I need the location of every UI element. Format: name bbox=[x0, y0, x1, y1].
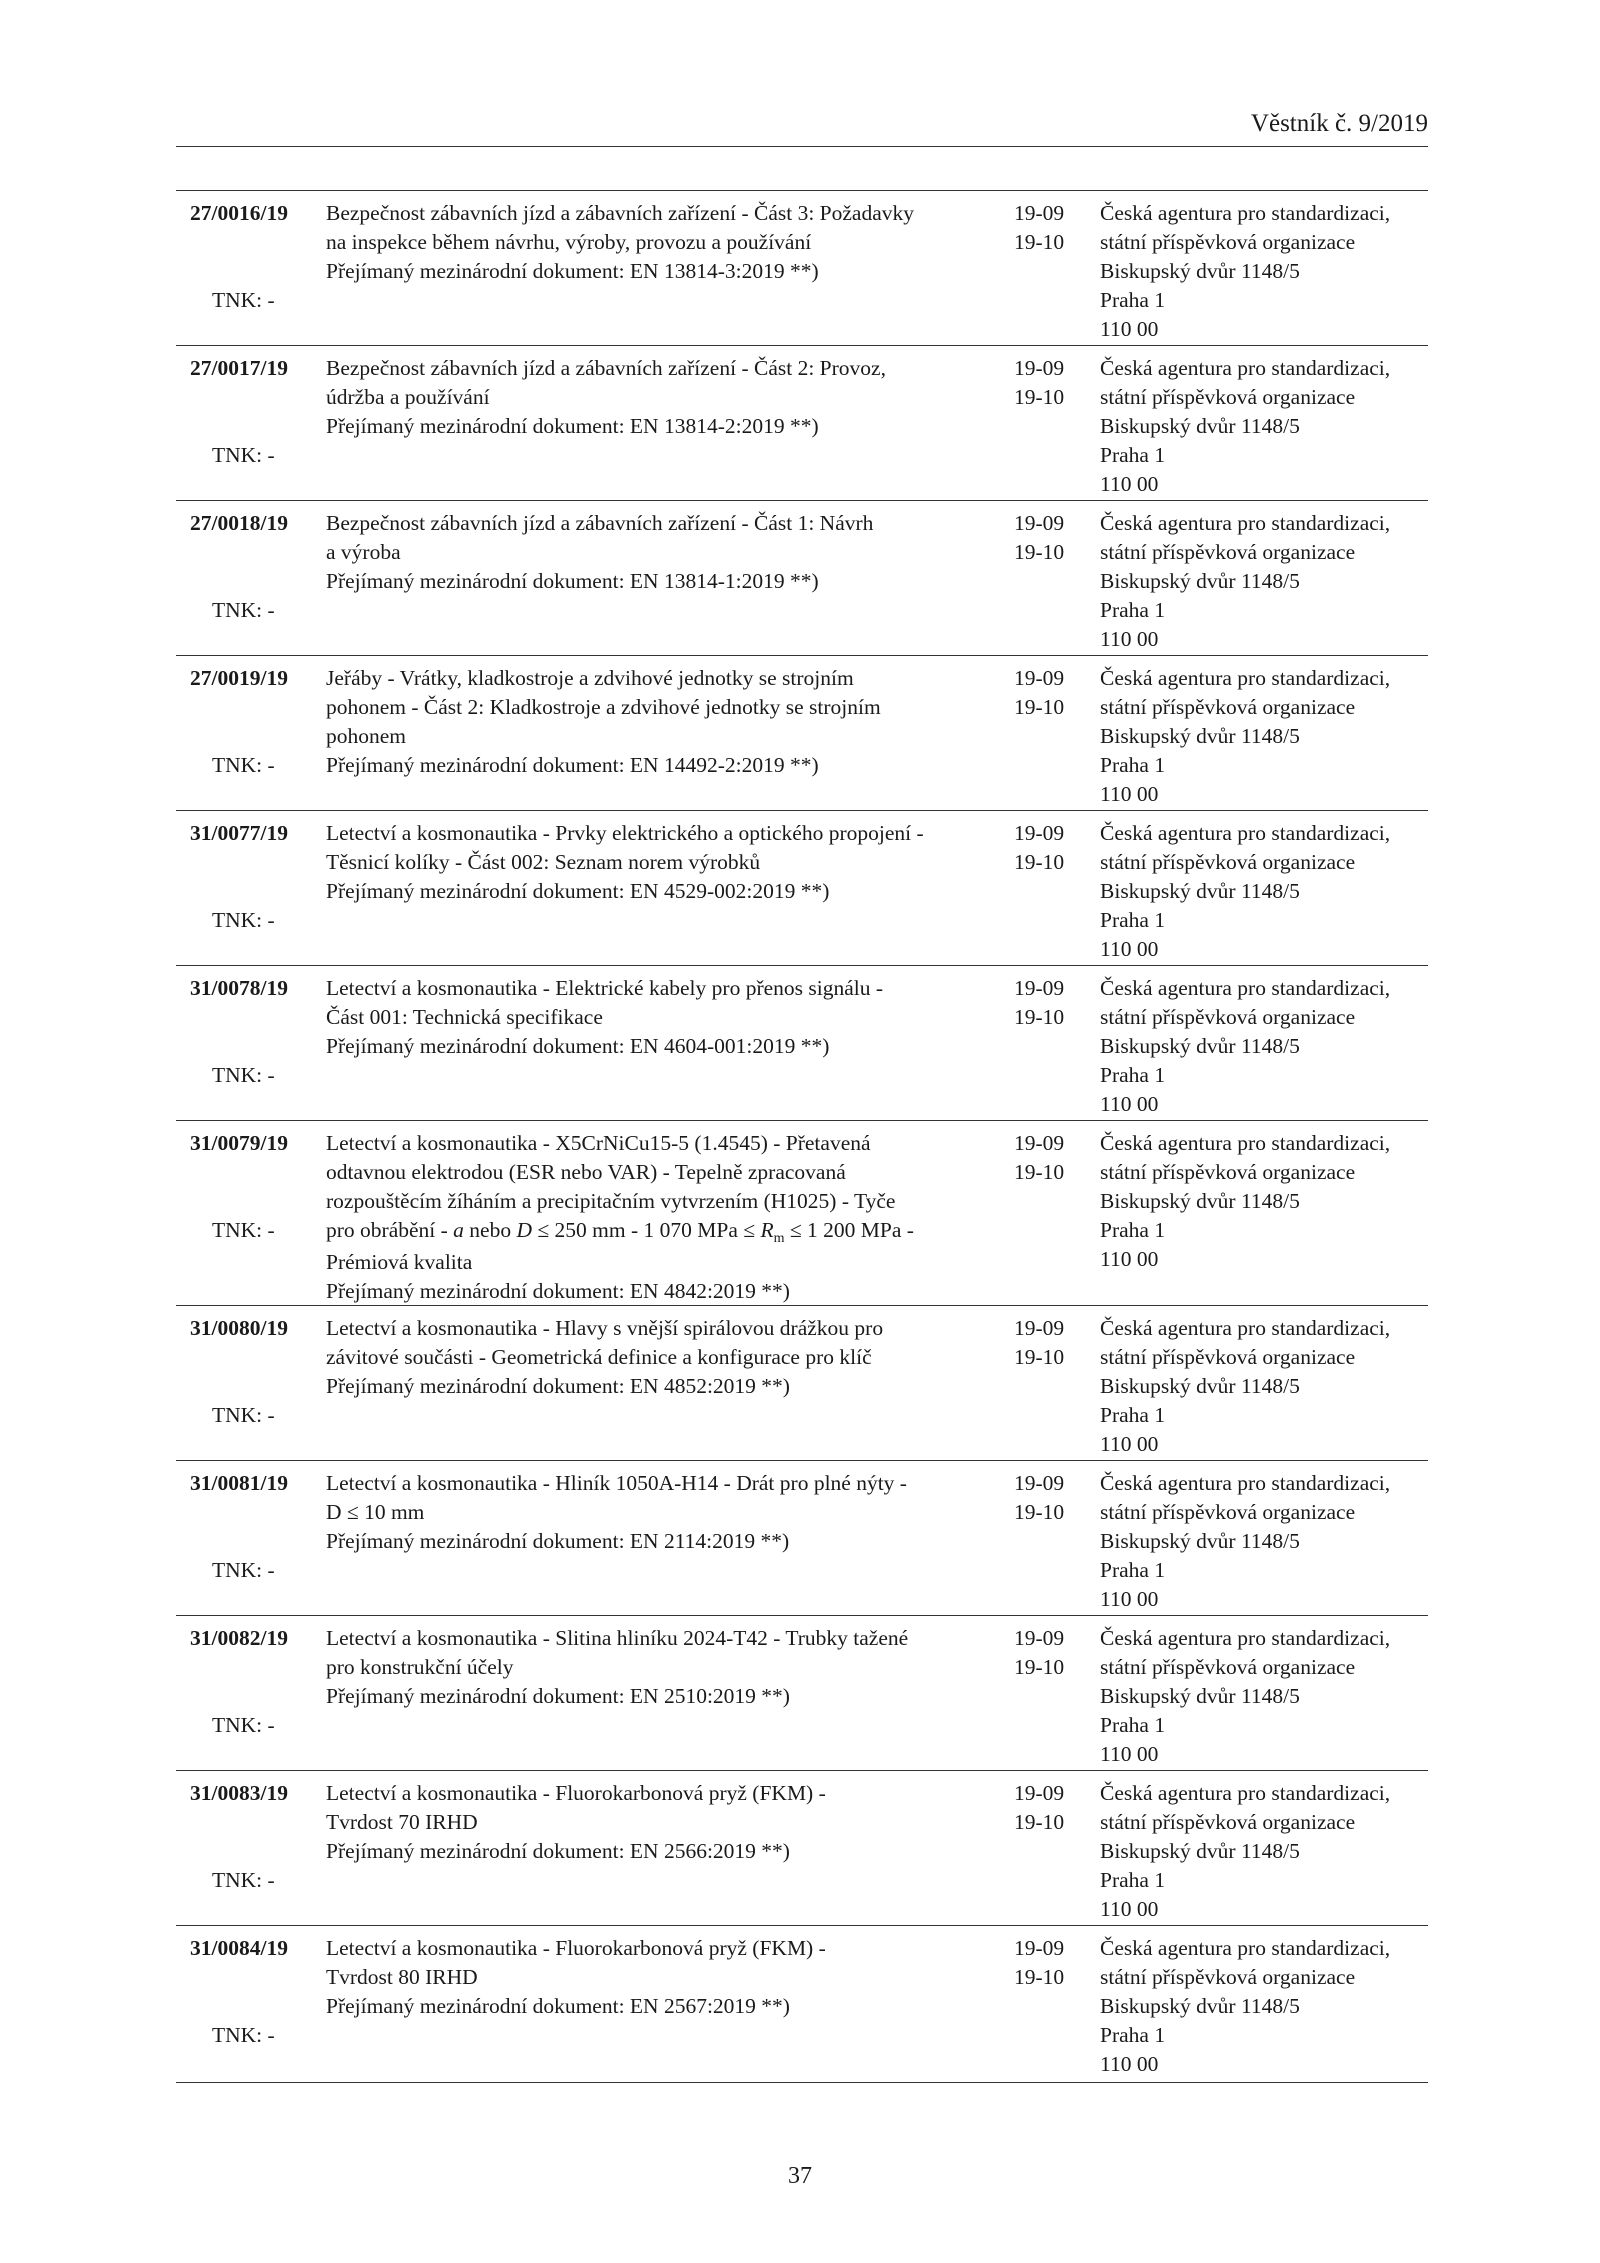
entry-organization bbox=[1100, 974, 1428, 1119]
entry-dates bbox=[1014, 1129, 1064, 1187]
organization-line: Česká agentura pro standardizaci, bbox=[1100, 821, 1391, 845]
formula-text: ≤ 1 200 MPa - bbox=[784, 1218, 914, 1242]
organization-line: Česká agentura pro standardizaci, bbox=[1100, 1471, 1391, 1495]
organization-line: 110 00 bbox=[1100, 2052, 1159, 2076]
entry-date: 19-10 bbox=[1014, 1005, 1065, 1029]
entry-dates bbox=[1014, 1624, 1064, 1682]
entry-date: 19-10 bbox=[1014, 1965, 1065, 1989]
organization-line: Praha 1 bbox=[1100, 598, 1166, 622]
title-line: pohonem bbox=[326, 724, 407, 748]
entry-organization bbox=[1100, 199, 1428, 344]
organization-line: 110 00 bbox=[1100, 1432, 1159, 1456]
entry-date: 19-10 bbox=[1014, 385, 1065, 409]
organization-line: Praha 1 bbox=[1100, 1558, 1166, 1582]
notification-entry bbox=[176, 191, 1428, 346]
entry-code: 27/0017/19 bbox=[190, 356, 288, 380]
organization-line: Česká agentura pro standardizaci, bbox=[1100, 1936, 1391, 1960]
organization-line: 110 00 bbox=[1100, 1742, 1159, 1766]
entry-date: 19-09 bbox=[1014, 511, 1065, 535]
entry-dates bbox=[1014, 1934, 1064, 1992]
formula-var-d: D bbox=[516, 1218, 532, 1242]
title-line: Bezpečnost zábavních jízd a zábavních zařízení - Část 2: Provoz, bbox=[326, 356, 886, 380]
notification-entry bbox=[176, 1926, 1428, 2083]
entry-dates bbox=[1014, 509, 1064, 567]
entry-tnk: TNK: - bbox=[212, 753, 275, 777]
page-header bbox=[176, 110, 1428, 147]
organization-line: Biskupský dvůr 1148/5 bbox=[1100, 1684, 1300, 1708]
title-line: Přejímaný mezinárodní dokument: EN 4842:2019 **) bbox=[326, 1279, 790, 1303]
organization-line: 110 00 bbox=[1100, 317, 1159, 341]
entry-organization bbox=[1100, 1469, 1428, 1614]
entry-dates bbox=[1014, 1469, 1064, 1527]
entry-tnk: TNK: - bbox=[212, 288, 275, 312]
entry-tnk: TNK: - bbox=[212, 1868, 275, 1892]
entry-date: 19-09 bbox=[1014, 666, 1065, 690]
title-line-formula bbox=[326, 1216, 1156, 1248]
entry-date: 19-10 bbox=[1014, 695, 1065, 719]
organization-line: Biskupský dvůr 1148/5 bbox=[1100, 724, 1300, 748]
organization-line: Biskupský dvůr 1148/5 bbox=[1100, 1529, 1300, 1553]
entry-date: 19-10 bbox=[1014, 540, 1065, 564]
notification-entry bbox=[176, 346, 1428, 501]
organization-line: státní příspěvková organizace bbox=[1100, 850, 1356, 874]
entry-code: 31/0084/19 bbox=[190, 1936, 288, 1960]
title-line: Přejímaný mezinárodní dokument: EN 4529-002:2019 **) bbox=[326, 879, 830, 903]
title-line: Přejímaný mezinárodní dokument: EN 2510:2019 **) bbox=[326, 1684, 790, 1708]
organization-line: státní příspěvková organizace bbox=[1100, 1965, 1356, 1989]
formula-var-a: a bbox=[453, 1218, 464, 1242]
entry-tnk: TNK: - bbox=[212, 2023, 275, 2047]
organization-line: Biskupský dvůr 1148/5 bbox=[1100, 1189, 1300, 1213]
organization-line: Praha 1 bbox=[1100, 443, 1166, 467]
organization-line: Biskupský dvůr 1148/5 bbox=[1100, 1034, 1300, 1058]
title-line: Přejímaný mezinárodní dokument: EN 13814-1:2019 **) bbox=[326, 569, 819, 593]
title-line: Přejímaný mezinárodní dokument: EN 4604-001:2019 **) bbox=[326, 1034, 830, 1058]
formula-text: nebo bbox=[463, 1218, 517, 1242]
title-line: Letectví a kosmonautika - Fluorokarbonová pryž (FKM) - bbox=[326, 1936, 826, 1960]
entry-code: 31/0078/19 bbox=[190, 976, 288, 1000]
organization-line: 110 00 bbox=[1100, 1092, 1159, 1116]
organization-line: Praha 1 bbox=[1100, 288, 1166, 312]
entry-date: 19-10 bbox=[1014, 1810, 1065, 1834]
organization-line: státní příspěvková organizace bbox=[1100, 230, 1356, 254]
bulletin-title: Věstník č. 9/2019 bbox=[1250, 110, 1428, 137]
entry-date: 19-10 bbox=[1014, 1160, 1065, 1184]
title-line: Letectví a kosmonautika - Fluorokarbonová pryž (FKM) - bbox=[326, 1781, 826, 1805]
entry-date: 19-09 bbox=[1014, 1131, 1065, 1155]
organization-line: Praha 1 bbox=[1100, 1403, 1166, 1427]
organization-line: 110 00 bbox=[1100, 782, 1159, 806]
organization-line: státní příspěvková organizace bbox=[1100, 385, 1356, 409]
entry-tnk: TNK: - bbox=[212, 1713, 275, 1737]
entry-organization bbox=[1100, 664, 1428, 809]
title-line: Prémiová kvalita bbox=[326, 1250, 473, 1274]
notification-entry bbox=[176, 1306, 1428, 1461]
notification-entry bbox=[176, 1771, 1428, 1926]
organization-line: státní příspěvková organizace bbox=[1100, 695, 1356, 719]
organization-line: státní příspěvková organizace bbox=[1100, 1655, 1356, 1679]
title-line: Přejímaný mezinárodní dokument: EN 13814-2:2019 **) bbox=[326, 414, 819, 438]
organization-line: Česká agentura pro standardizaci, bbox=[1100, 666, 1391, 690]
title-line: Přejímaný mezinárodní dokument: EN 2566:2019 **) bbox=[326, 1839, 790, 1863]
entry-organization bbox=[1100, 354, 1428, 499]
title-line: Letectví a kosmonautika - Elektrické kabely pro přenos signálu - bbox=[326, 976, 884, 1000]
title-line: Letectví a kosmonautika - Prvky elektrického a optického propojení - bbox=[326, 821, 924, 845]
title-line: Přejímaný mezinárodní dokument: EN 2567:2019 **) bbox=[326, 1994, 790, 2018]
formula-text: ≤ 250 mm - 1 070 MPa ≤ bbox=[532, 1218, 761, 1242]
organization-line: Biskupský dvůr 1148/5 bbox=[1100, 569, 1300, 593]
entry-date: 19-09 bbox=[1014, 1936, 1065, 1960]
notification-entry bbox=[176, 1616, 1428, 1771]
entry-organization bbox=[1100, 509, 1428, 654]
entry-date: 19-09 bbox=[1014, 1781, 1065, 1805]
title-line: pohonem - Část 2: Kladkostroje a zdvihové jednotky se strojním bbox=[326, 695, 881, 719]
title-line: Bezpečnost zábavních jízd a zábavních zařízení - Část 1: Návrh bbox=[326, 511, 874, 535]
entry-date: 19-10 bbox=[1014, 1655, 1065, 1679]
entry-date: 19-09 bbox=[1014, 1626, 1065, 1650]
organization-line: státní příspěvková organizace bbox=[1100, 1345, 1356, 1369]
entry-code: 31/0083/19 bbox=[190, 1781, 288, 1805]
entry-organization bbox=[1100, 1934, 1428, 2079]
notification-entry bbox=[176, 966, 1428, 1121]
entry-dates bbox=[1014, 199, 1064, 257]
entry-tnk: TNK: - bbox=[212, 1558, 275, 1582]
organization-line: Česká agentura pro standardizaci, bbox=[1100, 1781, 1391, 1805]
entry-tnk: TNK: - bbox=[212, 598, 275, 622]
title-line: Jeřáby - Vrátky, kladkostroje a zdvihové jednotky se strojním bbox=[326, 666, 854, 690]
notification-entry bbox=[176, 1121, 1428, 1306]
organization-line: Česká agentura pro standardizaci, bbox=[1100, 356, 1391, 380]
organization-line: 110 00 bbox=[1100, 1897, 1159, 1921]
organization-line: Biskupský dvůr 1148/5 bbox=[1100, 259, 1300, 283]
organization-line: 110 00 bbox=[1100, 472, 1159, 496]
organization-line: státní příspěvková organizace bbox=[1100, 1160, 1356, 1184]
title-line: Tvrdost 70 IRHD bbox=[326, 1810, 478, 1834]
entry-tnk: TNK: - bbox=[212, 443, 275, 467]
title-line: rozpouštěcím žíháním a precipitačním vytvrzením (H1025) - Tyče bbox=[326, 1189, 896, 1213]
entry-code: 31/0081/19 bbox=[190, 1471, 288, 1495]
entry-dates bbox=[1014, 819, 1064, 877]
organization-line: Česká agentura pro standardizaci, bbox=[1100, 1626, 1391, 1650]
organization-line: Praha 1 bbox=[1100, 753, 1166, 777]
organization-line: Česká agentura pro standardizaci, bbox=[1100, 201, 1391, 225]
entry-date: 19-09 bbox=[1014, 976, 1065, 1000]
formula-var-r: R bbox=[760, 1218, 774, 1242]
entry-code: 27/0016/19 bbox=[190, 201, 288, 225]
title-line: závitové součásti - Geometrická definice a konfigurace pro klíč bbox=[326, 1345, 872, 1369]
notification-entry bbox=[176, 1461, 1428, 1616]
title-line: Těsnicí kolíky - Část 002: Seznam norem výrobků bbox=[326, 850, 761, 874]
title-line: Letectví a kosmonautika - Slitina hliníku 2024-T42 - Trubky tažené bbox=[326, 1626, 909, 1650]
entry-code: 27/0019/19 bbox=[190, 666, 288, 690]
entry-date: 19-09 bbox=[1014, 201, 1065, 225]
entry-date: 19-10 bbox=[1014, 230, 1065, 254]
organization-line: 110 00 bbox=[1100, 937, 1159, 961]
entry-dates bbox=[1014, 1779, 1064, 1837]
entry-dates bbox=[1014, 974, 1064, 1032]
organization-line: Praha 1 bbox=[1100, 1868, 1166, 1892]
title-line: Přejímaný mezinárodní dokument: EN 14492-2:2019 **) bbox=[326, 753, 819, 777]
title-line: Tvrdost 80 IRHD bbox=[326, 1965, 478, 1989]
entry-code: 27/0018/19 bbox=[190, 511, 288, 535]
organization-line: státní příspěvková organizace bbox=[1100, 1810, 1356, 1834]
entry-dates bbox=[1014, 1314, 1064, 1372]
title-line: údržba a používání bbox=[326, 385, 490, 409]
title-line: Část 001: Technická specifikace bbox=[326, 1005, 603, 1029]
title-line: Přejímaný mezinárodní dokument: EN 4852:2019 **) bbox=[326, 1374, 790, 1398]
title-line: a výroba bbox=[326, 540, 401, 564]
title-line: na inspekce během návrhu, výroby, provozu a používání bbox=[326, 230, 812, 254]
organization-line: Biskupský dvůr 1148/5 bbox=[1100, 414, 1300, 438]
title-line: Bezpečnost zábavních jízd a zábavních zařízení - Část 3: Požadavky bbox=[326, 201, 915, 225]
organization-line: státní příspěvková organizace bbox=[1100, 1005, 1356, 1029]
notification-entry bbox=[176, 811, 1428, 966]
organization-line: Biskupský dvůr 1148/5 bbox=[1100, 1374, 1300, 1398]
organization-line: Biskupský dvůr 1148/5 bbox=[1100, 1994, 1300, 2018]
organization-line: Praha 1 bbox=[1100, 2023, 1166, 2047]
entry-organization bbox=[1100, 1314, 1428, 1459]
formula-text: pro obrábění - bbox=[326, 1218, 454, 1242]
entry-date: 19-09 bbox=[1014, 1316, 1065, 1340]
organization-line: 110 00 bbox=[1100, 1587, 1159, 1611]
organization-line: Česká agentura pro standardizaci, bbox=[1100, 1316, 1391, 1340]
entry-code: 31/0082/19 bbox=[190, 1626, 288, 1650]
notification-list bbox=[176, 190, 1428, 2083]
entry-date: 19-09 bbox=[1014, 821, 1065, 845]
title-line: Letectví a kosmonautika - X5CrNiCu15-5 (1.4545) - Přetavená bbox=[326, 1131, 871, 1155]
organization-line: Praha 1 bbox=[1100, 1218, 1166, 1242]
organization-line: státní příspěvková organizace bbox=[1100, 540, 1356, 564]
entry-organization bbox=[1100, 1624, 1428, 1769]
entry-code: 31/0077/19 bbox=[190, 821, 288, 845]
title-line: pro konstrukční účely bbox=[326, 1655, 514, 1679]
entry-code: 31/0080/19 bbox=[190, 1316, 288, 1340]
title-line: Přejímaný mezinárodní dokument: EN 2114:2019 **) bbox=[326, 1529, 790, 1553]
notification-entry bbox=[176, 656, 1428, 811]
entry-dates bbox=[1014, 354, 1064, 412]
entry-organization bbox=[1100, 1129, 1428, 1274]
entry-tnk: TNK: - bbox=[212, 1063, 275, 1087]
entry-date: 19-10 bbox=[1014, 1500, 1065, 1524]
entry-tnk: TNK: - bbox=[212, 1403, 275, 1427]
organization-line: státní příspěvková organizace bbox=[1100, 1500, 1356, 1524]
organization-line: Biskupský dvůr 1148/5 bbox=[1100, 879, 1300, 903]
entry-tnk: TNK: - bbox=[212, 1218, 275, 1242]
entry-dates bbox=[1014, 664, 1064, 722]
organization-line: Česká agentura pro standardizaci, bbox=[1100, 976, 1391, 1000]
title-line: odtavnou elektrodou (ESR nebo VAR) - Tepelně zpracovaná bbox=[326, 1160, 846, 1184]
entry-date: 19-09 bbox=[1014, 356, 1065, 380]
organization-line: Praha 1 bbox=[1100, 1713, 1166, 1737]
title-line: D ≤ 10 mm bbox=[326, 1500, 425, 1524]
organization-line: Praha 1 bbox=[1100, 1063, 1166, 1087]
organization-line: Česká agentura pro standardizaci, bbox=[1100, 1131, 1391, 1155]
formula-subscript: m bbox=[773, 1231, 785, 1246]
title-line: Letectví a kosmonautika - Hlavy s vnější spirálovou drážkou pro bbox=[326, 1316, 884, 1340]
organization-line: 110 00 bbox=[1100, 627, 1159, 651]
notification-entry bbox=[176, 501, 1428, 656]
entry-tnk: TNK: - bbox=[212, 908, 275, 932]
title-line: Přejímaný mezinárodní dokument: EN 13814-3:2019 **) bbox=[326, 259, 819, 283]
entry-date: 19-09 bbox=[1014, 1471, 1065, 1495]
organization-line: Biskupský dvůr 1148/5 bbox=[1100, 1839, 1300, 1863]
page-number: 37 bbox=[788, 2163, 812, 2189]
entry-code: 31/0079/19 bbox=[190, 1131, 288, 1155]
title-line: Letectví a kosmonautika - Hliník 1050A-H14 - Drát pro plné nýty - bbox=[326, 1471, 907, 1495]
entry-date: 19-10 bbox=[1014, 850, 1065, 874]
entry-organization bbox=[1100, 1779, 1428, 1924]
entry-date: 19-10 bbox=[1014, 1345, 1065, 1369]
entry-organization bbox=[1100, 819, 1428, 964]
organization-line: Praha 1 bbox=[1100, 908, 1166, 932]
organization-line: Česká agentura pro standardizaci, bbox=[1100, 511, 1391, 535]
organization-line: 110 00 bbox=[1100, 1247, 1159, 1271]
